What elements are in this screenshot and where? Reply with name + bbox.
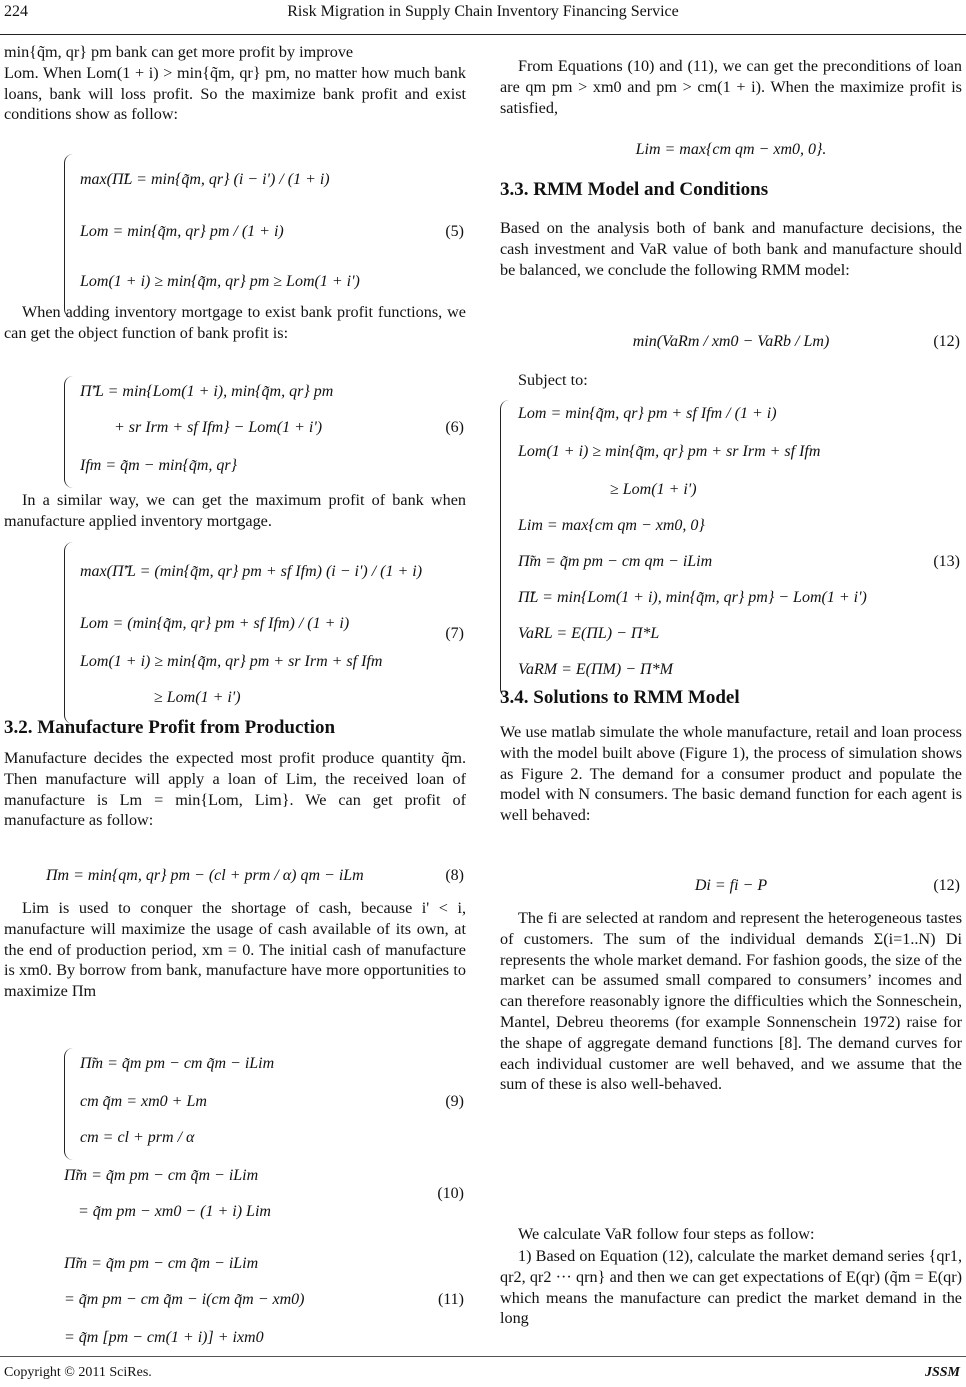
paragraph-inventory-mortgage bbox=[4, 302, 466, 344]
equation-line: max(Π̃L = min{q̃m, qr} (i − i') / (1 + i) bbox=[80, 171, 330, 188]
equation-line: ≥ Lom(1 + i') bbox=[610, 481, 697, 498]
paragraph-body: We calculate VaR follow four steps as follow: bbox=[518, 1225, 815, 1243]
equation-line: min(VaRm / xm0 − VaRb / Lm) bbox=[632, 333, 830, 350]
equation-line: Lom = min{q̃m, qr} pm / (1 + i) bbox=[80, 223, 284, 240]
equation-line: cm = cl + prm / α bbox=[80, 1129, 195, 1146]
equation-line: Lom = min{q̃m, qr} pm + sf Ifm / (1 + i) bbox=[518, 405, 777, 422]
equation-brace bbox=[64, 376, 73, 488]
equation-number: (10) bbox=[437, 1185, 464, 1202]
paragraph-body: Lim is used to conquer the shortage of cash, because i' < i, manufacture will maximize the usage of cash available of its own, at the end of production period, xm = 0. The initial cash of manufacture is xm0. By borrow from bank, manufacture have more opportunities to maximize Πm bbox=[4, 899, 466, 1001]
equation-line: ≥ Lom(1 + i') bbox=[154, 689, 241, 706]
paragraph-body: When adding inventory mortgage to exist bank profit functions, we can get the object function of bank profit is: bbox=[4, 303, 466, 342]
equation-line: Lom(1 + i) ≥ min{q̃m, qr} pm + sr Irm + sf Ifm bbox=[80, 653, 383, 670]
paragraph-body: Subject to: bbox=[518, 371, 588, 389]
paragraph-simulation bbox=[500, 722, 962, 826]
section-3-2 bbox=[4, 718, 466, 739]
equation-line: Di = fi − P bbox=[694, 877, 768, 894]
equation-line: Πm = min{qm, qr} pm − (cl + prm / α) qm − iLm bbox=[46, 867, 364, 884]
equation-line: Lom(1 + i) ≥ min{q̃m, qr} pm ≥ Lom(1 + i') bbox=[80, 273, 360, 290]
equation-12b bbox=[500, 872, 962, 906]
paragraph-cash-shortage bbox=[4, 898, 466, 1002]
equation-brace bbox=[64, 1048, 73, 1160]
page-number: 224 bbox=[4, 3, 28, 20]
equation-7 bbox=[4, 538, 466, 728]
paragraph-body: From Equations (10) and (11), we can get the preconditions of loan are qm pm > xm0 and pm > cm(1 + i). When the maximize profit is satisfied, bbox=[500, 57, 962, 117]
paragraph-body: The fi are selected at random and represent the heterogeneous tastes of customers. The sum of the individual demands Σ(i=1..N) Di represents the whole market demand. For fashion goods, the size of the market can be assumed small compared to consumers’ incomes and can therefore reasonably ignore the difficulties which the Sonneschein, Mantel, Debreu theorems (for example Sonnenschein 1972) raise for the shape of aggregate demand functions [8]. The demand curves for each individual customer are well behaved, and we assume that the sum of these is also well-behaved. bbox=[500, 909, 962, 1094]
paragraph-preconditions bbox=[500, 56, 962, 118]
equation-line: Π̃m = q̃m pm − cm q̃m − iLim bbox=[64, 1167, 259, 1184]
paragraph-body: Manufacture decides the expected most profit produce quantity q̃m. Then manufacture will apply a loan of Lim, the received loan of manufacture is Lm = min{Lom, Lim}. We can get profit of manufacture as follow: bbox=[4, 749, 466, 830]
equation-line: Lim = max{cm qm − xm0, 0}. bbox=[635, 141, 827, 158]
equation-line: Lim = max{cm qm − xm0, 0} bbox=[518, 517, 705, 534]
subject-to-label bbox=[500, 370, 962, 391]
equation-line: VaRM = E(ΠM) − Π*M bbox=[518, 661, 673, 678]
section-3-3 bbox=[500, 180, 962, 201]
paragraph-step-1 bbox=[500, 1246, 962, 1329]
running-title: Risk Migration in Supply Chain Inventory Financing Service bbox=[287, 3, 679, 20]
equation-line: Π̃'L = min{Lom(1 + i), min{q̃m, qr} pm bbox=[80, 383, 334, 400]
equation-number: (9) bbox=[445, 1093, 464, 1110]
equation-number: (12) bbox=[933, 333, 960, 350]
equation-number: (5) bbox=[445, 223, 464, 240]
equation-line: max(Π̃'L = (min{q̃m, qr} pm + sf Ifm) (i − i') / (1 + i) bbox=[80, 563, 423, 580]
page-footer bbox=[0, 1356, 966, 1387]
equation-line: Lom(1 + i) ≥ min{q̃m, qr} pm + sr Irm + sf Ifm bbox=[518, 443, 821, 460]
equation-line: Π̃m = q̃m pm − cm qm − iLim bbox=[518, 553, 713, 570]
equation-line: + sr Irm + sf Ifm} − Lom(1 + i') bbox=[114, 419, 323, 436]
equation-number: (12) bbox=[933, 877, 960, 894]
equation-lim bbox=[500, 136, 962, 170]
paragraph-var-steps bbox=[500, 1224, 962, 1245]
paragraph-body: Based on the analysis both of bank and manufacture decisions, the cash investment and VaR value of both bank and manufacture should be balanced, we conclude the following RMM model: bbox=[500, 219, 962, 279]
equation-number: (7) bbox=[445, 625, 464, 642]
equation-13 bbox=[500, 396, 962, 702]
page-header bbox=[0, 0, 966, 35]
paragraph-body: In a similar way, we can get the maximum profit of bank when manufacture applied inventory mortgage. bbox=[4, 491, 466, 530]
paragraph-profit-intro bbox=[4, 42, 466, 125]
equation-5 bbox=[4, 150, 466, 326]
equation-8 bbox=[4, 860, 466, 900]
section-heading: 3.4. Solutions to RMM Model bbox=[500, 687, 740, 708]
section-heading: 3.3. RMM Model and Conditions bbox=[500, 179, 769, 200]
paragraph-manufacture-loan bbox=[4, 748, 466, 831]
paragraph-rmm-intro bbox=[500, 218, 962, 280]
equation-line: VaRL = E(ΠL) − Π*L bbox=[518, 625, 660, 642]
equation-10 bbox=[4, 1156, 466, 1232]
equation-line: Lom = (min{q̃m, qr} pm + sf Ifm) / (1 + i) bbox=[80, 615, 350, 632]
equation-11 bbox=[4, 1244, 466, 1360]
equation-line: Ifm = q̃m − min{q̃m, qr} bbox=[80, 457, 238, 474]
section-heading: 3.2. Manufacture Profit from Production bbox=[4, 717, 336, 738]
copyright-text: Copyright © 2011 SciRes. bbox=[4, 1365, 152, 1380]
paragraph-line: min{q̃m, qr} pm bank can get more profit by improve bbox=[4, 43, 354, 61]
equation-9 bbox=[4, 1044, 466, 1164]
equation-line: = q̃m pm − cm q̃m − i(cm q̃m − xm0) bbox=[64, 1291, 305, 1308]
paragraph-similar-way bbox=[4, 490, 466, 532]
equation-line: cm q̃m = xm0 + Lm bbox=[80, 1093, 207, 1110]
paragraph-body: We use matlab simulate the whole manufacture, retail and loan process with the model built above (Figure 1), the process of simulation shows as Figure 2. The demand for a consumer product and populate the model with N consumers. The basic demand function for each agent is well behaved: bbox=[500, 723, 962, 825]
equation-12 bbox=[500, 326, 962, 362]
equation-number: (13) bbox=[933, 553, 960, 570]
equation-brace bbox=[64, 542, 73, 724]
equation-line: Π̃m = q̃m pm − cm q̃m − iLim bbox=[80, 1055, 275, 1072]
equation-line: = q̃m [pm − cm(1 + i)] + ixm0 bbox=[64, 1329, 264, 1346]
paragraph-body: Lom. When Lom(1 + i) > min{q̃m, qr} pm, no matter how much bank loans, bank will loss profit. So the maximize bank profit and exist conditions show as follow: bbox=[4, 63, 466, 124]
equation-number: (8) bbox=[445, 867, 464, 884]
equation-brace bbox=[500, 400, 509, 698]
section-3-4 bbox=[500, 688, 962, 709]
equation-6 bbox=[4, 372, 466, 492]
paragraph-body: 1) Based on Equation (12), calculate the market demand series {qr1, qr2, qr2 ··· qrn} and then we can get expectations of E(qr) (q̃m = E(qr) which means the manufacture can predict the market demand in the long bbox=[500, 1247, 962, 1328]
equation-line: Π̃m = q̃m pm − cm q̃m − iLim bbox=[64, 1255, 259, 1272]
equation-number: (11) bbox=[437, 1291, 464, 1308]
equation-line: Π̃L = min{Lom(1 + i), min{q̃m, qr} pm} − Lom(1 + i') bbox=[518, 589, 867, 606]
equation-number: (6) bbox=[445, 419, 464, 436]
paragraph-demand bbox=[500, 908, 962, 1095]
equation-line: = q̃m pm − xm0 − (1 + i) Lim bbox=[78, 1203, 271, 1220]
journal-name: JSSM bbox=[924, 1365, 960, 1380]
equation-brace bbox=[64, 154, 73, 318]
